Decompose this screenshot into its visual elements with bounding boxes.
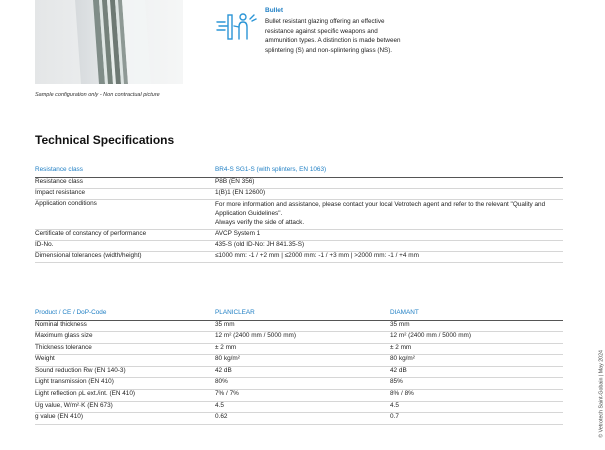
row-value: For more information and assistance, please contact your local Vetrotech agent and refer to the relevant "Quality and Application Guidelines". Always verify the side of attack. — [215, 199, 563, 229]
copyright-sidebar: © Vetrotech Saint-Gobain | May 2024 — [599, 350, 605, 438]
header-cell: BR4-S SG1-S (with splinters, EN 1063) — [215, 166, 563, 177]
product-image — [35, 0, 183, 84]
bullet-line: splintering (S) and non-splintering glass (NS). — [265, 46, 393, 54]
row-value: AVCP System 1 — [215, 229, 563, 240]
row-label: Thickness tolerance — [35, 343, 215, 355]
image-caption: Sample configuration only - Non contractual picture — [35, 92, 160, 98]
table-header-row — [35, 166, 563, 177]
row-value: 42 dB — [390, 366, 563, 378]
row-value: 80 kg/m² — [215, 355, 390, 367]
spec-table-product — [35, 309, 563, 425]
row-value: 80 kg/m² — [390, 355, 563, 367]
bullet-description — [265, 17, 440, 55]
row-label: Light reflection ρL ext./int. (EN 410) — [35, 390, 215, 402]
bullet-line: ammunition types. A distinction is made between — [265, 37, 401, 45]
bullet-line: resistance against specific weapons and — [265, 27, 378, 35]
table-row — [35, 188, 563, 199]
table-row — [35, 251, 563, 262]
row-value: 35 mm — [215, 320, 390, 332]
bullet-resistance-icon — [215, 12, 257, 42]
header-cell: Resistance class — [35, 166, 215, 177]
table-row — [35, 355, 563, 367]
table-row — [35, 199, 563, 229]
bullet-title: Bullet — [265, 7, 284, 14]
row-label: Dimensional tolerances (width/height) — [35, 251, 215, 262]
row-label: Resistance class — [35, 177, 215, 188]
row-label: Light transmission (EN 410) — [35, 378, 215, 390]
row-value: 80% — [215, 378, 390, 390]
table-row — [35, 343, 563, 355]
row-value: 0.62 — [215, 413, 390, 425]
bullet-line: Bullet resistant glazing offering an effective — [265, 18, 385, 25]
row-label: Nominal thickness — [35, 320, 215, 332]
row-value: 12 m² (2400 mm / 5000 mm) — [215, 332, 390, 344]
row-label: Application conditions — [35, 199, 215, 229]
row-label: Certificate of constancy of performance — [35, 229, 215, 240]
header-cell: DIAMANT — [390, 309, 563, 320]
table-header-row — [35, 309, 563, 320]
table-row — [35, 177, 563, 188]
row-label: Impact resistance — [35, 188, 215, 199]
table-row — [35, 390, 563, 402]
row-value: 7% / 7% — [215, 390, 390, 402]
section-title: Technical Specifications — [35, 133, 175, 147]
row-value: 4.5 — [390, 401, 563, 413]
row-value: 42 dB — [215, 366, 390, 378]
table-row — [35, 413, 563, 425]
row-label: ID-No. — [35, 240, 215, 251]
row-value: 4.5 — [215, 401, 390, 413]
row-value: ≤1000 mm: -1 / +2 mm | ≤2000 mm: -1 / +3 mm | >2000 mm: -1 / +4 mm — [215, 251, 563, 262]
table-row — [35, 240, 563, 251]
header-cell: PLANICLEAR — [215, 309, 390, 320]
table-row — [35, 332, 563, 344]
row-label: Ug value, W/m²·K (EN 673) — [35, 401, 215, 413]
table-row — [35, 229, 563, 240]
table-row — [35, 366, 563, 378]
table-row — [35, 401, 563, 413]
row-value: 35 mm — [390, 320, 563, 332]
row-value: 8% / 8% — [390, 390, 563, 402]
row-label: Maximum glass size — [35, 332, 215, 344]
row-label: Sound reduction Rw (EN 140-3) — [35, 366, 215, 378]
row-value: ± 2 mm — [390, 343, 563, 355]
row-value: ± 2 mm — [215, 343, 390, 355]
row-value: 1(B)1 (EN 12600) — [215, 188, 563, 199]
row-label: Weight — [35, 355, 215, 367]
table-row — [35, 320, 563, 332]
table-row — [35, 378, 563, 390]
row-value: 0.7 — [390, 413, 563, 425]
header-cell: Product / CE / DoP-Code — [35, 309, 215, 320]
spec-table-resistance — [35, 166, 563, 263]
row-value: 435-S (old ID-No: JH 841.35-S) — [215, 240, 563, 251]
glass-sample-illustration — [35, 0, 183, 84]
row-value: 12 m² (2400 mm / 5000 mm) — [390, 332, 563, 344]
row-label: g value (EN 410) — [35, 413, 215, 425]
row-value: P8B (EN 356) — [215, 177, 563, 188]
row-value: 85% — [390, 378, 563, 390]
